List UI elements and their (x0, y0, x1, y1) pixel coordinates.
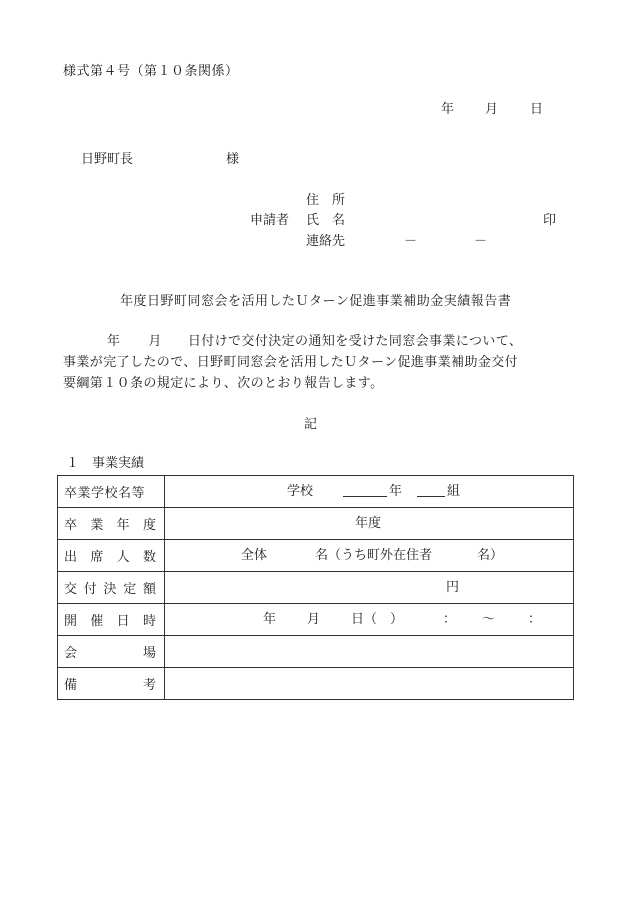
remarks-cell[interactable] (165, 668, 574, 700)
seal-mark: 印 (543, 213, 557, 228)
datetime-month-label: 月 (307, 612, 321, 627)
amount-cell[interactable] (165, 572, 574, 604)
table-row (58, 476, 574, 508)
class-label: 組 (447, 484, 461, 499)
body-year: 年 (107, 334, 121, 349)
attendance-name-label: 名（うち町外在住者 (315, 548, 433, 563)
addressee-honorific: 様 (226, 152, 240, 167)
table-row (58, 636, 574, 668)
table-row (58, 540, 574, 572)
row-label-school: 卒業学校名等 (58, 476, 165, 508)
body-month: 月 (148, 334, 162, 349)
row-label-grad-year: 卒 業 年 度 (58, 508, 165, 540)
form-number: 様式第４号（第１０条関係） (63, 64, 239, 79)
applicant-role-label: 申請者 (250, 213, 290, 228)
table-row (58, 604, 574, 636)
year-label: 年 (389, 484, 403, 499)
year-blank[interactable] (343, 484, 387, 497)
date-day-label: 日 (530, 102, 544, 117)
school-label: 学校 (287, 484, 314, 499)
date-year-label: 年 (441, 102, 455, 117)
attendance-cell[interactable] (165, 540, 574, 572)
table-row (58, 572, 574, 604)
class-blank[interactable] (417, 484, 445, 497)
table-row (58, 668, 574, 700)
datetime-colon-2: ： (528, 612, 542, 627)
performance-table (57, 475, 574, 700)
body-line-3: 要綱第１０条の規定により、次のとおり報告します。 (63, 376, 384, 391)
attendance-close-label: 名） (477, 548, 504, 563)
amount-unit-label: 円 (446, 580, 460, 595)
body-line-1 (63, 331, 573, 353)
contact-dash-2: － (474, 234, 488, 249)
table-row (58, 508, 574, 540)
contact-label: 連絡先 (306, 234, 346, 249)
grad-year-label: 年度 (355, 516, 382, 531)
row-label-remarks: 備 考 (58, 668, 165, 700)
date-month-label: 月 (485, 102, 499, 117)
datetime-day-label: 日（ ） (351, 612, 404, 627)
addressee-name: 日野町長 (81, 152, 134, 167)
address-label: 住 所 (306, 193, 346, 208)
datetime-colon-1: ： (443, 612, 457, 627)
grad-year-cell[interactable] (165, 508, 574, 540)
row-label-venue: 会 場 (58, 636, 165, 668)
datetime-tilde: ～ (482, 612, 496, 627)
document-title: 年度日野町同窓会を活用したＵターン促進事業補助金実績報告書 (120, 294, 512, 309)
name-label: 氏 名 (306, 213, 346, 228)
venue-cell[interactable] (165, 636, 574, 668)
row-label-attendance: 出 席 人 数 (58, 540, 165, 572)
school-cell[interactable] (165, 476, 574, 508)
body-line-2: 事業が完了したので、日野町同窓会を活用したＵターン促進事業補助金交付 (63, 355, 519, 370)
datetime-cell[interactable] (165, 604, 574, 636)
section-title: １ 事業実績 (66, 456, 145, 471)
ki-marker: 記 (304, 417, 318, 432)
row-label-datetime: 開 催 日 時 (58, 604, 165, 636)
attendance-total-label: 全体 (241, 548, 268, 563)
row-label-amount: 交 付 決 定 額 (58, 572, 165, 604)
body-line-1-text: 日付けで交付決定の通知を受けた同窓会事業について、 (187, 334, 523, 349)
contact-dash-1: － (404, 234, 418, 249)
datetime-year-label: 年 (263, 612, 277, 627)
